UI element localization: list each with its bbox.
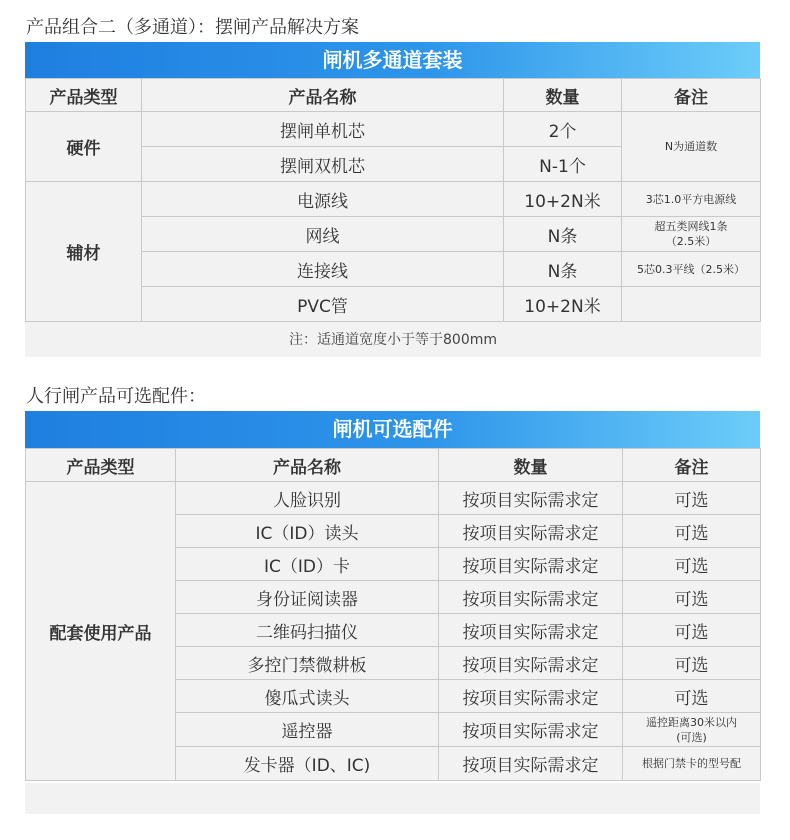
product-name: 人脸识别 (176, 482, 439, 515)
product-note (623, 713, 761, 747)
product-name: 连接线 (142, 252, 504, 287)
section2-title: 人行闸产品可选配件： (26, 386, 206, 407)
product-name: 发卡器（ID、IC) (176, 747, 439, 781)
header-name: 产品名称 (142, 79, 504, 112)
table-row (26, 182, 761, 217)
product-qty: 2个 (504, 112, 622, 147)
product-note: 可选 (623, 581, 761, 614)
product-note: 3芯1.0平方电源线 (622, 182, 761, 217)
kit-table (25, 78, 761, 357)
product-name: 身份证阅读器 (176, 581, 439, 614)
product-qty: 按项目实际需求定 (439, 515, 623, 548)
accessories-table (25, 448, 761, 781)
section1-title: 产品组合二（多通道）：摆闸产品解决方案 (26, 17, 359, 38)
table-row (26, 112, 761, 147)
product-note: 可选 (623, 482, 761, 515)
header-type: 产品类型 (26, 79, 142, 112)
product-note: 可选 (623, 680, 761, 713)
header-type: 产品类型 (26, 449, 176, 482)
header-note: 备注 (623, 449, 761, 482)
product-qty: 按项目实际需求定 (439, 680, 623, 713)
product-name: IC（ID）读头 (176, 515, 439, 548)
note-line: 超五类网线1条 (654, 220, 728, 233)
product-qty: 10+2N米 (504, 182, 622, 217)
footnote-row (26, 322, 761, 357)
table-header-row (26, 79, 761, 112)
table-header-row (26, 449, 761, 482)
table-row (26, 482, 761, 515)
note-line: (可选) (676, 730, 707, 744)
product-qty: 按项目实际需求定 (439, 482, 623, 515)
header-name: 产品名称 (176, 449, 439, 482)
product-qty: N条 (504, 217, 622, 252)
type-hardware: 硬件 (26, 112, 142, 182)
product-qty: 按项目实际需求定 (439, 548, 623, 581)
product-qty: 10+2N米 (504, 287, 622, 322)
header-qty: 数量 (439, 449, 623, 482)
product-qty: N-1个 (504, 147, 622, 182)
product-name: 摆闸双机芯 (142, 147, 504, 182)
product-name: 二维码扫描仪 (176, 614, 439, 647)
product-qty: 按项目实际需求定 (439, 713, 623, 747)
product-qty: 按项目实际需求定 (439, 747, 623, 781)
footnote: 注：适通道宽度小于等于800mm (26, 322, 761, 357)
type-accessories: 辅材 (26, 182, 142, 322)
note-line: 遥控距离30米以内 (646, 715, 737, 729)
product-note: 可选 (623, 647, 761, 680)
type-supporting: 配套使用产品 (26, 482, 176, 781)
product-qty: 按项目实际需求定 (439, 614, 623, 647)
product-note (622, 287, 761, 322)
product-name: 多控门禁微耕板 (176, 647, 439, 680)
product-note: N为通道数 (622, 112, 761, 182)
product-name: 傻瓜式读头 (176, 680, 439, 713)
product-note: 可选 (623, 515, 761, 548)
product-qty: 按项目实际需求定 (439, 581, 623, 614)
product-note: 根据门禁卡的型号配 (623, 747, 761, 781)
product-name: IC（ID）卡 (176, 548, 439, 581)
product-note (622, 217, 761, 252)
product-note: 可选 (623, 614, 761, 647)
product-qty: 按项目实际需求定 (439, 647, 623, 680)
product-note: 5芯0.3平线（2.5米） (622, 252, 761, 287)
product-name: 网线 (142, 217, 504, 252)
table-footer-area (25, 783, 760, 814)
product-qty: N条 (504, 252, 622, 287)
product-name: PVC管 (142, 287, 504, 322)
product-name: 电源线 (142, 182, 504, 217)
header-note: 备注 (622, 79, 761, 112)
header-qty: 数量 (504, 79, 622, 112)
product-name: 摆闸单机芯 (142, 112, 504, 147)
section2-banner: 闸机可选配件 (25, 411, 760, 448)
product-note: 可选 (623, 548, 761, 581)
product-name: 遥控器 (176, 713, 439, 747)
note-line: （2.5米） (665, 235, 717, 248)
section1-banner: 闸机多通道套装 (25, 42, 760, 78)
